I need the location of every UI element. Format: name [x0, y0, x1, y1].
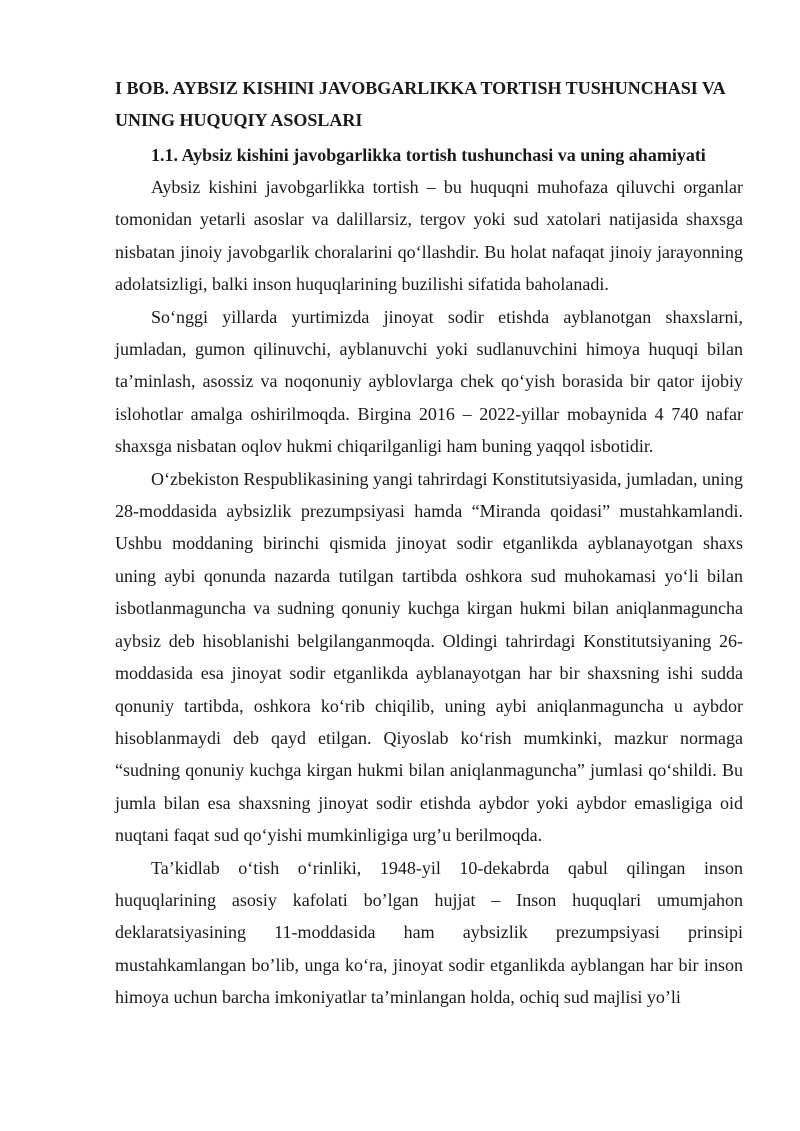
page-content — [115, 72, 743, 1014]
paragraph: O‘zbekiston Respublikasining yangi tahrirdagi Konstitutsiyasida, jumladan, uning 28-moddasida aybsizlik prezumpsiyasi hamda “Miranda qoidasi” mustahkamlandi. Ushbu moddaning birinchi qismida jinoyat sodir etganlikda ayblanayotgan shaxs uning aybi qonunda nazarda tutilgan tartibda oshkora sud muhokamasi yo‘li bilan isbotlanmaguncha va sudning qonuniy kuchga kirgan hukmi bilan aniqlanmaguncha aybsiz deb hisoblanishi belgilanganmoqda. Oldingi tahrirdagi Konstitutsiyaning 26-moddasida esa jinoyat sodir etganlikda ayblanayotgan har bir shaxsning ishi sudda qonuniy tartibda, oshkora ko‘rib chiqilib, uning aybi aniqlanmaguncha u aybdor hisoblanmaydi deb qayd etilgan. Qiyoslab ko‘rish mumkinki, mazkur normaga “sudning qonuniy kuchga kirgan hukmi bilan aniqlanmaguncha” jumlasi qo‘shildi. Bu jumla bilan esa shaxsning jinoyat sodir etishda aybdor yoki aybdor emasligiga oid nuqtani faqat sud qo‘yishi mumkinligiga urg’u berilmoqda. — [115, 468, 743, 846]
paragraph: Ta’kidlab o‘tish o‘rinliki, 1948-yil 10-dekabrda qabul qilingan inson huquqlarining asosiy kafolati bo’lgan hujjat – Inson huquqlari umumjahon deklaratsiyasining 11-moddasida ham aybsizlik prezumpsiyasi prinsipi mustahkamlangan bo’lib, unga ko‘ra, jinoyat sodir etganlikda ayblangan har bir inson himoya uchun barcha imkoniyatlar ta’minlangan holda, ochiq sud majlisi yo’li — [115, 857, 743, 1008]
section-title: 1.1. Aybsiz kishini javobgarlikka tortish tushunchasi va uning ahamiyati — [151, 145, 706, 165]
paragraph: Aybsiz kishini javobgarlikka tortish – bu huquqni muhofaza qiluvchi organlar tomonidan yetarli asoslar va dalillarsiz, tergov yoki sud xatolari natijasida shaxsga nisbatan jinoiy javobgarlik choralarini qo‘llashdir. Bu holat nafaqat jinoiy jarayonning adolatsizligi, balki inson huquqlarining buzilishi sifatida baholanadi. — [115, 177, 743, 295]
chapter-title: I BOB. AYBSIZ KISHINI JAVOBGARLIKKA TORTISH TUSHUNCHASI VA UNING HUQUQIY ASOSLARI — [115, 78, 725, 130]
paragraph: So‘nggi yillarda yurtimizda jinoyat sodir etishda ayblanotgan shaxslarni, jumladan, gumon qilinuvchi, ayblanuvchi yoki sudlanuvchini himoya huquqi bilan ta’minlash, asossiz va noqonuniy ayblovlarga chek qo‘yish borasida bir qator ijobiy islohotlar amalga oshirilmoqda. Birgina 2016 – 2022-yillar mobaynida 4 740 nafar shaxsga nisbatan oqlov hukmi chiqarilganligi ham buning yaqqol isbotidir. — [115, 306, 743, 457]
